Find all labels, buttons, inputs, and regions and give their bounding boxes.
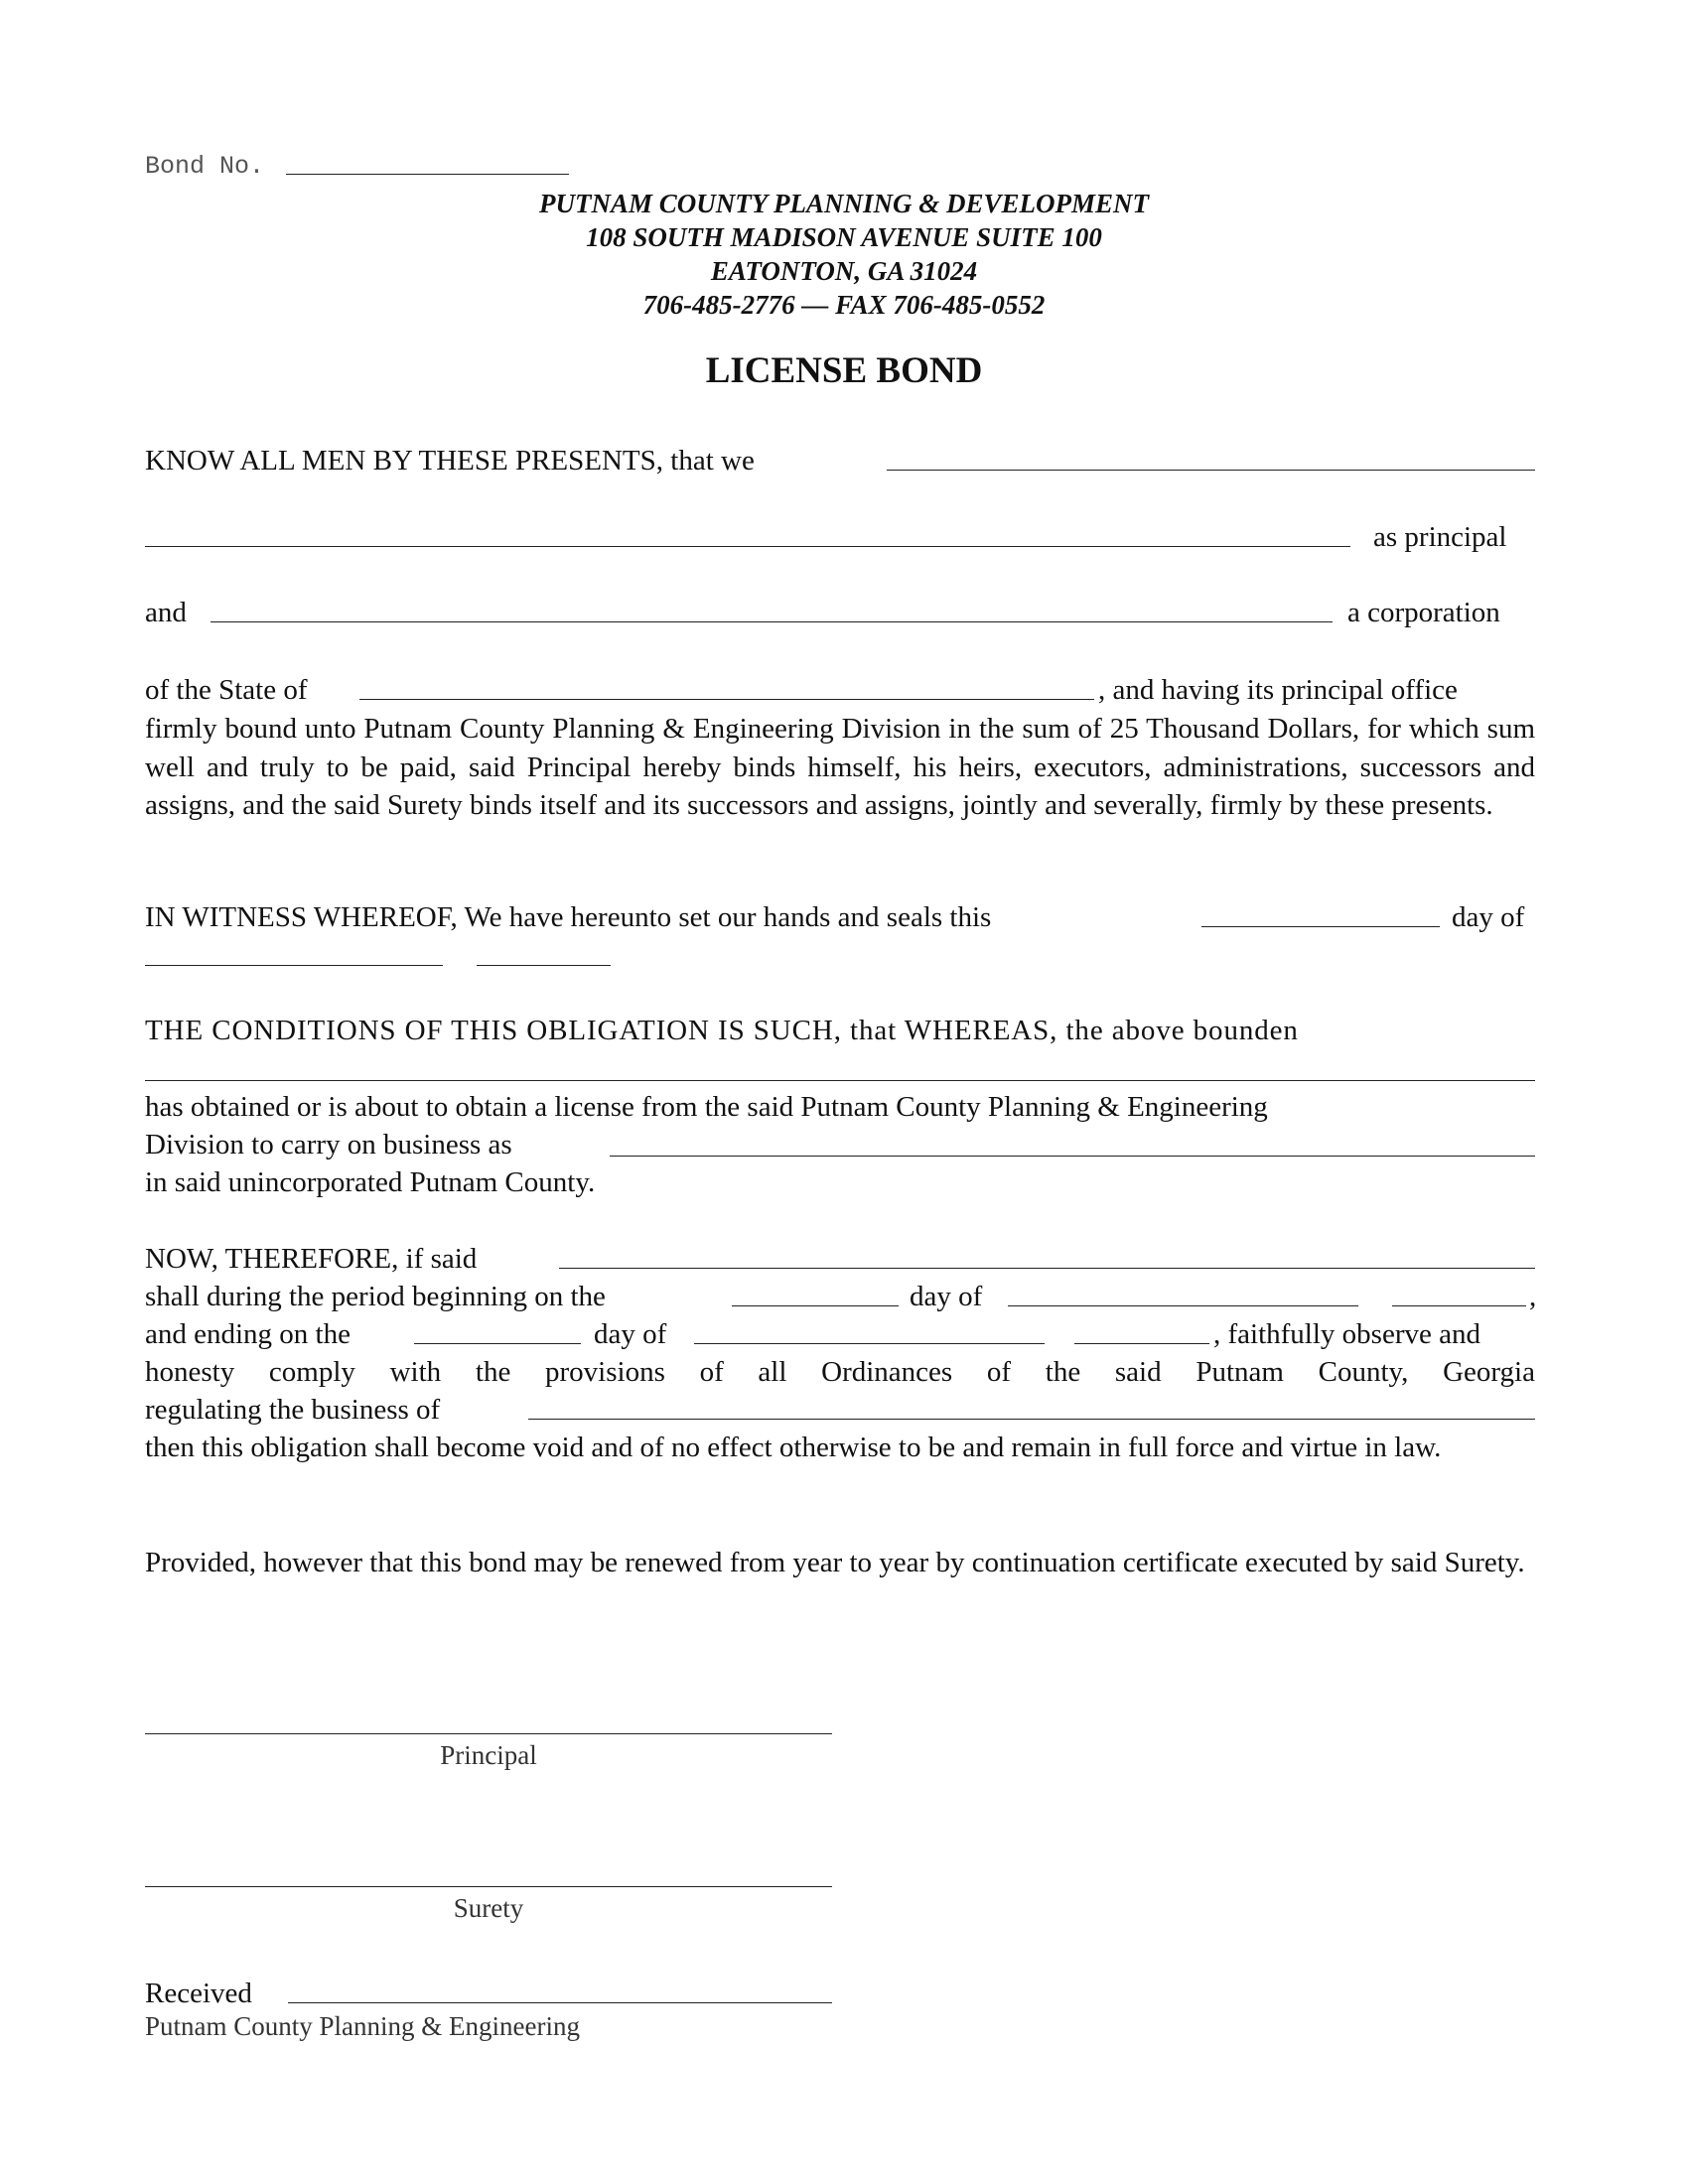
principal-name-field-1[interactable]	[887, 470, 1535, 471]
witness-month-field[interactable]	[145, 965, 443, 966]
having-office-text: , and having its principal office	[1098, 674, 1458, 706]
surety-name-field[interactable]	[211, 621, 1333, 622]
begin-day-of-text: day of	[910, 1281, 983, 1312]
bond-no-field[interactable]	[286, 174, 569, 175]
provided-clause-text: Provided, however that this bond may be renewed from year to year by continuation certificate executed by said Surety.	[145, 1547, 1525, 1578]
letterhead	[0, 187, 1688, 322]
witness-day-of-text: day of	[1452, 901, 1525, 933]
received-label: Received	[145, 1978, 252, 2009]
begin-month-field[interactable]	[1008, 1305, 1358, 1306]
document-title: LICENSE BOND	[705, 350, 983, 391]
ending-on-text: and ending on the	[145, 1318, 351, 1350]
surety-signature-line[interactable]	[145, 1886, 832, 1887]
bond-body-paragraph: firmly bound unto Putnam County Planning & Engineering Division in the sum of 25 Thousand Dollars, for which sum well and truly to be paid, said Principal hereby binds himself, his heirs, executors, administrations, successors and assigns, and the said Surety binds itself and its successors and assigns, jointly and severally, firmly by these presents.	[145, 713, 1535, 821]
org-address: 108 SOUTH MADISON AVENUE SUITE 100	[586, 222, 1102, 252]
if-said-field[interactable]	[559, 1268, 1535, 1269]
end-year-field[interactable]	[1074, 1343, 1209, 1344]
conditions-text: THE CONDITIONS OF THIS OBLIGATION IS SUCH, that WHEREAS, the above bounden	[145, 1015, 1299, 1046]
as-principal-text: as principal	[1373, 521, 1507, 553]
void-clause-text: then this obligation shall become void and of no effect otherwise to be and remain in full force and virtue in law.	[145, 1432, 1442, 1463]
conditions-heading-line	[145, 1012, 1535, 1049]
a-corporation-text: a corporation	[1347, 597, 1500, 628]
witness-year-field[interactable]	[477, 965, 611, 966]
begin-year-field[interactable]	[1392, 1305, 1526, 1306]
end-day-of-text: day of	[594, 1318, 667, 1350]
surety-label: Surety	[453, 1893, 524, 1923]
received-by-text: Putnam County Planning & Engineering	[145, 2011, 580, 2041]
period-beginning-text: shall during the period beginning on the	[145, 1281, 606, 1312]
principal-signature-line[interactable]	[145, 1733, 832, 1734]
now-therefore-text: NOW, THEREFORE, if said	[145, 1243, 478, 1275]
received-signature-line[interactable]	[288, 2002, 832, 2003]
org-city: EATONTON, GA 31024	[710, 256, 978, 286]
conditions-license-text: has obtained or is about to obtain a license from the said Putnam County Planning & Engineering	[145, 1091, 1268, 1123]
org-name: PUTNAM COUNTY PLANNING & DEVELOPMENT	[539, 189, 1149, 218]
begin-comma: ,	[1529, 1281, 1537, 1312]
regulating-text: regulating the business of	[145, 1394, 441, 1426]
end-month-field[interactable]	[694, 1343, 1045, 1344]
principal-name-field-2[interactable]	[145, 546, 1350, 547]
org-phone: 706-485-2776 — FAX 706-485-0552	[642, 290, 1046, 320]
bounden-name-field[interactable]	[145, 1080, 1535, 1081]
business-type-field[interactable]	[610, 1156, 1535, 1157]
conditions-business-text: Division to carry on business as	[145, 1129, 512, 1160]
bond-no-label: Bond No.	[145, 152, 265, 181]
state-field[interactable]	[359, 699, 1094, 700]
principal-label: Principal	[440, 1740, 537, 1770]
witness-text: IN WITNESS WHEREOF, We have hereunto set our hands and seals this	[145, 901, 992, 933]
conditions-county-text: in said unincorporated Putnam County.	[145, 1166, 596, 1198]
begin-day-field[interactable]	[732, 1305, 899, 1306]
and-text: and	[145, 597, 187, 628]
honesty-text: honesty comply with the provisions of all Ordinances of the said Putnam County, Georgia	[145, 1356, 1535, 1388]
know-all-men-text: KNOW ALL MEN BY THESE PRESENTS, that we	[145, 445, 755, 477]
regulating-business-field[interactable]	[528, 1419, 1535, 1420]
faithfully-text: , faithfully observe and	[1213, 1318, 1480, 1350]
witness-day-field[interactable]	[1201, 926, 1440, 927]
of-state-text: of the State of	[145, 674, 308, 706]
end-day-field[interactable]	[414, 1343, 581, 1344]
